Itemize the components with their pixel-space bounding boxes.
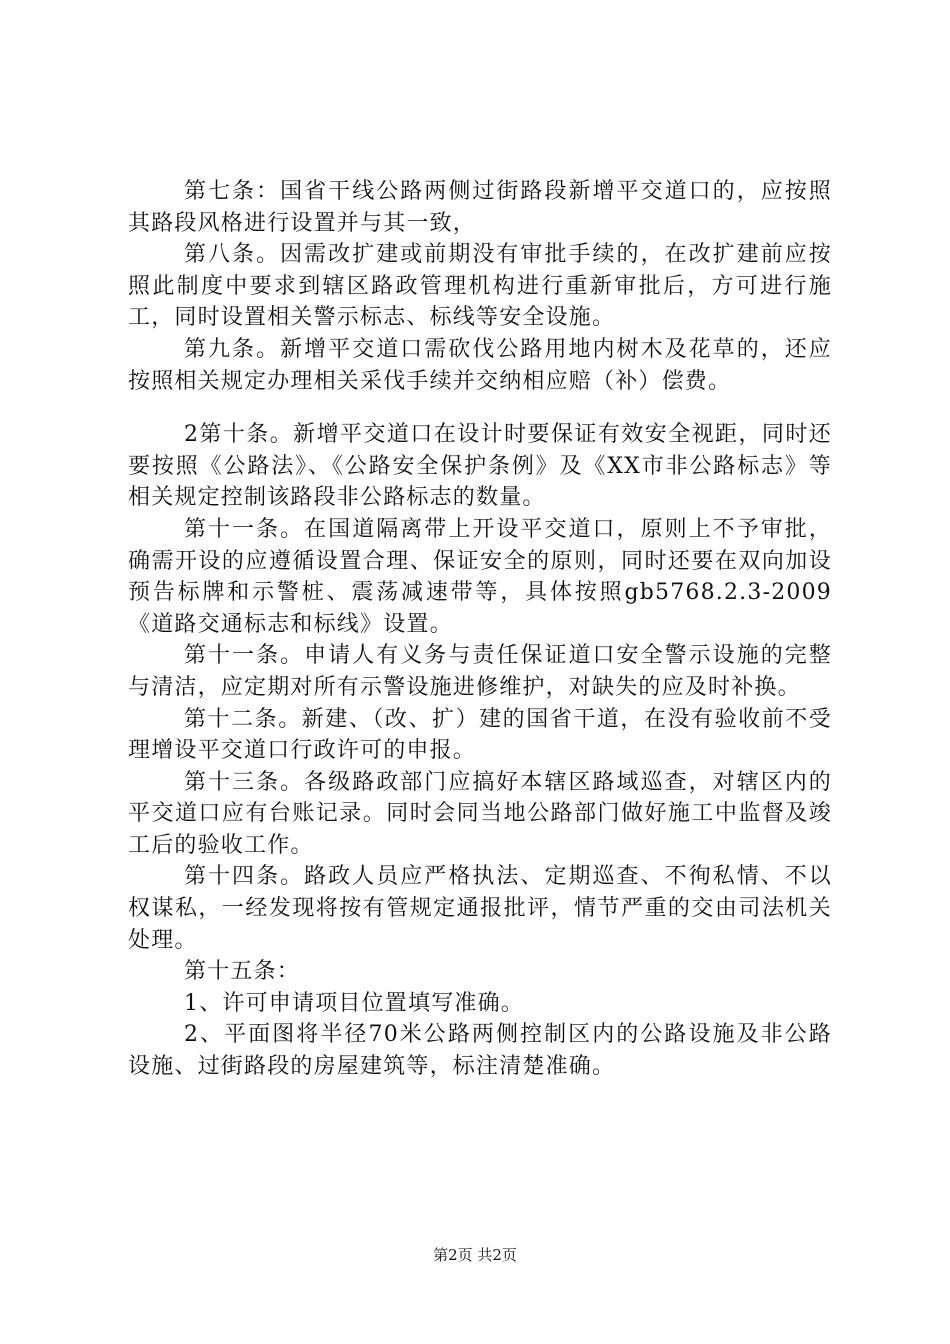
article-11b-paragraph: 第十一条。申请人有义务与责任保证道口安全警示设施的完整与清洁，应定期对所有示警设施进修维护，对缺失的应及时补换。 [128, 643, 832, 700]
document-body [128, 176, 832, 1083]
paragraph-gap [128, 397, 832, 419]
article-14-paragraph: 第十四条。路政人员应严格执法、定期巡查、不徇私情、不以权谋私，一经发现将按有管规定通报批评，情节严重的交由司法机关处理。 [128, 864, 832, 953]
page-number-footer: 第2页 共2页 [433, 1246, 517, 1264]
article-15-item-2: 2、平面图将半径70米公路两侧控制区内的公路设施及非公路设施、过街路段的房屋建筑等，标注清楚准确。 [128, 1022, 832, 1080]
article-13-paragraph: 第十三条。各级路政部门应搞好本辖区路域巡查，对辖区内的平交道口应有台账记录。同时会同当地公路部门做好施工中监督及竣工后的验收工作。 [128, 769, 832, 858]
article-11-paragraph: 第十一条。在国道隔离带上开设平交道口，原则上不予审批，确需开设的应遵循设置合理、保证安全的原则，同时还要在双向加设预告标牌和示警桩、震荡减速带等，具体按照gb5768.2.3-2009《道路交通标志和标线》设置。 [128, 516, 832, 637]
article-8-paragraph: 第八条。因需改扩建或前期没有审批手续的，在改扩建前应按照此制度中要求到辖区路政管理机构进行重新审批后，方可进行施工，同时设置相关警示标志、标线等安全设施。 [128, 242, 832, 331]
article-10-paragraph: 2第十条。新增平交道口在设计时要保证有效安全视距，同时还要按照《公路法》、《公路安全保护条例》及《XX市非公路标志》等相关规定控制该路段非公路标志的数量。 [128, 422, 832, 511]
article-15-heading: 第十五条： [184, 959, 301, 985]
article-7-paragraph: 第七条：国省干线公路两侧过街路段新增平交道口的，应按照其路段风格进行设置并与其一致， [128, 179, 832, 236]
article-12-paragraph: 第十二条。新建、（改、扩）建的国省干道，在没有验收前不受理增设平交道口行政许可的申报。 [128, 706, 832, 764]
article-15-item-1: 1、许可申请项目位置填写准确。 [184, 990, 524, 1016]
article-9-paragraph: 第九条。新增平交道口需砍伐公路用地内树木及花草的，还应按照相关规定办理相关采伐手续并交纳相应赔（补）偿费。 [128, 336, 832, 394]
